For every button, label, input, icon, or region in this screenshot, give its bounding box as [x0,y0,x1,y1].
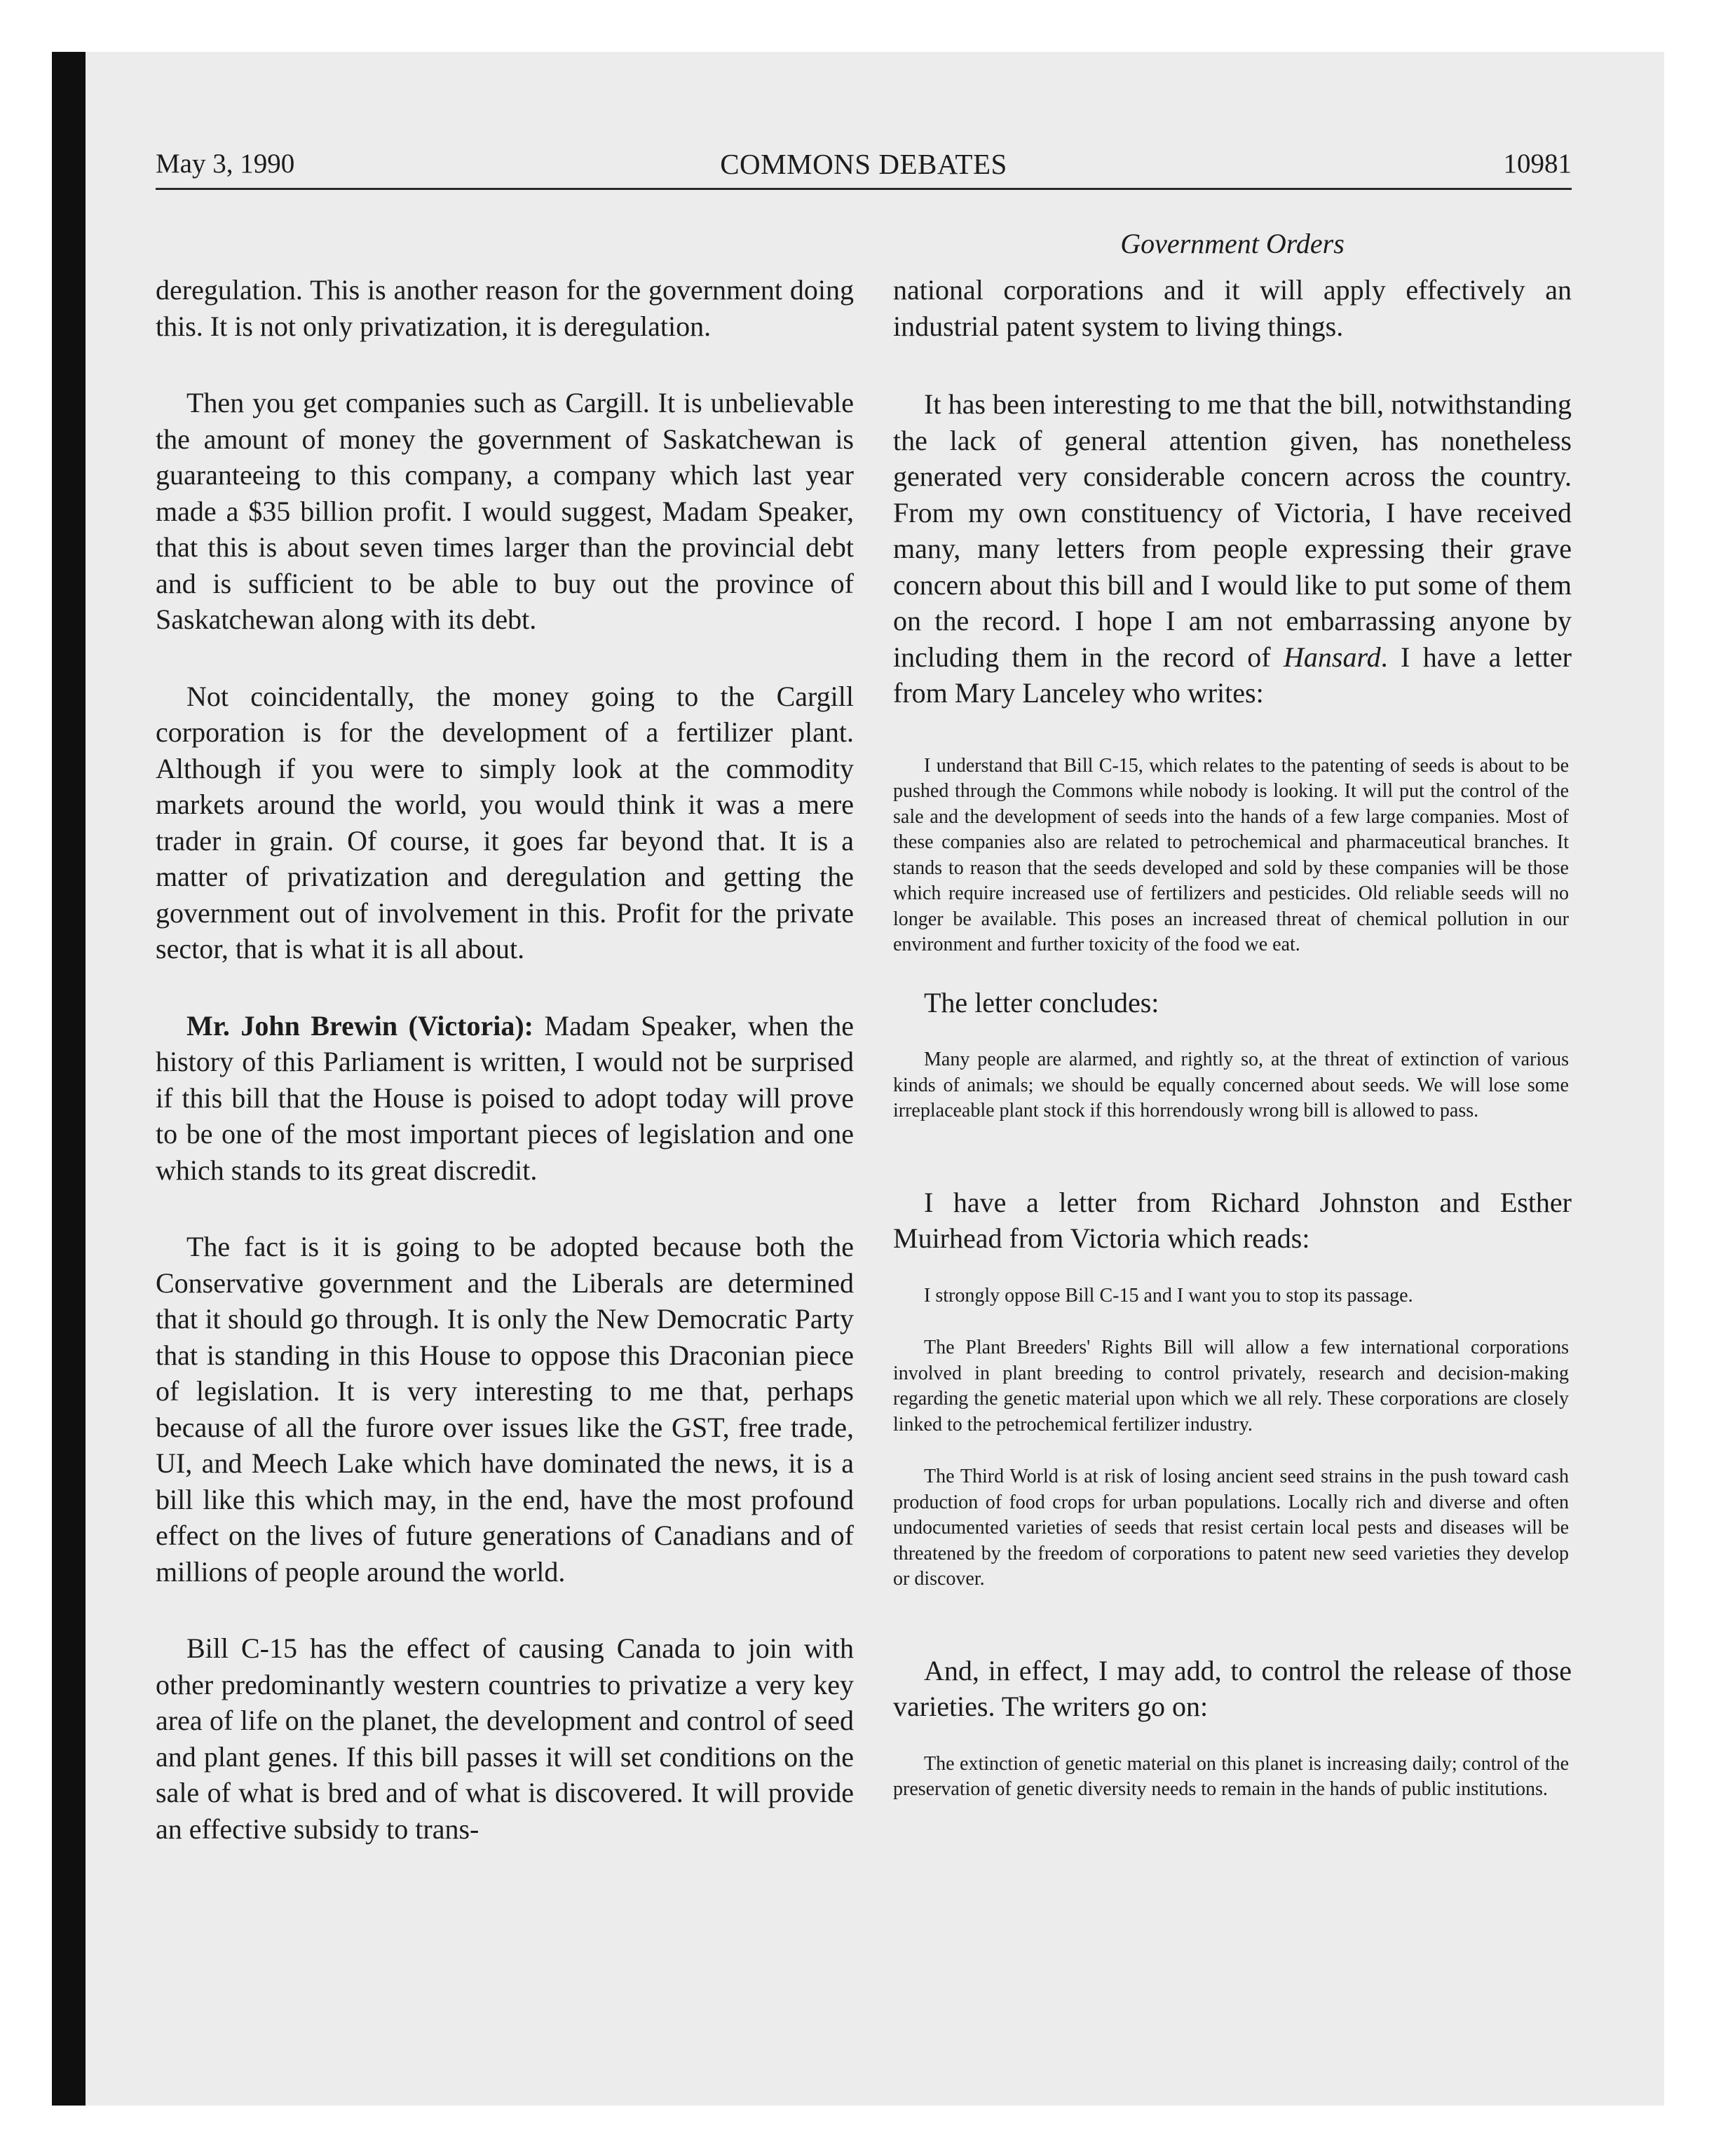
left-paragraph-3: Not coincidentally, the money going to the Cargill corporation is for the development of a fertilizer plant. Although if you were to simply look at the commodity markets around the world, you would think it was a mere trader in grain. Of course, it goes far beyond that. It is a matter of privatization and deregulation and getting the government out of involvement in this. Profit for the private sector, that is what it is all about. [156,680,854,964]
right-paragraph-2-end: . I have a letter from Mary Lanceley who writes: [893,641,1572,709]
letter-quote-2: Many people are alarmed, and rightly so, at the threat of extinction of various kinds of animals; we should be equally concerned about seeds. We will lose some irreplaceable plant stock if this horrendously wrong bill is allowed to pass. [893,1049,1569,1121]
right-paragraph-3: The letter concludes: [924,986,1159,1018]
left-paragraph-4 [156,1008,854,1189]
speech-text: Madam Speaker, when the history of this Parliament is written, I would not be surprised if this bill that the House is poised to adopt today will prove to be one of the most important pieces of legislation and one which stands to its great discredit. [156,1009,854,1186]
right-paragraph-1: national corporations and it will apply effectively an industrial patent system to living things. [893,274,1572,342]
right-paragraph-2 [893,386,1572,711]
header-date: May 3, 1990 [156,149,295,179]
speaker-name: Mr. John Brewin (Victoria): [186,1009,534,1042]
left-column [156,272,854,1847]
right-column [893,272,1572,1829]
right-paragraph-2-text: It has been interesting to me that the bill, notwithstanding the lack of general attention given, has nonetheless generated very considerable concern across the country. From my own constituency of Victoria, I have received many, many letters from people expressing their grave concern about this bill and I would like to put some of them on the record. I hope I am not embarrassing anyone by including them in the record of [893,388,1572,673]
left-paragraph-6: Bill C-15 has the effect of causing Canada to join with other predominantly western countries to privatize a very key area of life on the planet, the development and control of seed and plant genes. If this bill passes it will set conditions on the sale of what is bred and of what is discovered. It will provide an effective subsidy to trans- [156,1632,854,1845]
left-paragraph-2: Then you get companies such as Cargill. It is unbelievable the amount of money the government of Saskatchewan is guaranteeing to this company, a company which last year made a $35 billion profit. I would suggest, Madam Speaker, that this is about seven times larger than the provincial debt and is sufficient to be able to buy out the province of Saskatchewan along with its debt. [156,387,854,635]
right-paragraph-4: I have a letter from Richard Johnston and Esther Muirhead from Victoria which reads: [893,1186,1572,1254]
letter-quote-1: I understand that Bill C-15, which relates to the patenting of seeds is about to be pushed through the Commons while nobody is looking. It will put the control of the sale and the development of seeds into the hands of a few large companies. Most of these companies also are related to petrochemical and pharmaceutical branches. It stands to reason that the seeds developed and sold by these companies will be those which require increased use of fertilizers and pesticides. Old reliable seeds will no longer be available. This poses an increased threat of chemical pollution in our environment and further toxicity of the food we eat. [893,754,1569,955]
running-head [156,146,1572,182]
hansard-title: Hansard [1284,641,1381,673]
binding-edge [52,52,86,2106]
right-paragraph-5: And, in effect, I may add, to control the release of those varieties. The writers go on: [893,1654,1572,1722]
header-journal-title: COMMONS DEBATES [720,148,1007,180]
header-page-number: 10981 [1503,149,1572,179]
letter-quote-4: The Plant Breeders' Rights Bill will allow a few international corporations involved in plant breeding to control privately, research and decision-making regarding the genetic material upon which we all rely. These corporations are closely linked to the petrochemical fertilizer industry. [893,1337,1569,1435]
letter-quote-5: The Third World is at risk of losing ancient seed strains in the push toward cash production of food crops for urban populations. Locally rich and diverse and often undocumented varieties of seeds that resist certain local pests and diseases will be threatened by the freedom of corporations to patent new seed varieties they develop or discover. [893,1466,1569,1590]
header-rule [156,188,1572,190]
left-paragraph-1: deregulation. This is another reason for the government doing this. It is not only privatization, it is deregulation. [156,274,854,342]
left-paragraph-5: The fact is it is going to be adopted because both the Conservative government and the Liberals are determined that it should go through. It is only the New Democratic Party that is standing in this House to oppose this Draconian piece of legislation. It is very interesting to me that, perhaps because of all the furore over issues like the GST, free trade, UI, and Meech Lake which have dominated the news, it is a bill like this which may, in the end, have the most profound effect on the lives of future generations of Canadians and of millions of people around the world. [156,1231,854,1588]
letter-quote-3: I strongly oppose Bill C-15 and I want you to stop its passage. [924,1284,1413,1306]
section-label: Government Orders [1120,228,1345,259]
letter-quote-6: The extinction of genetic material on this planet is increasing daily; control of the preservation of genetic diversity needs to remain in the hands of public institutions. [893,1752,1569,1800]
